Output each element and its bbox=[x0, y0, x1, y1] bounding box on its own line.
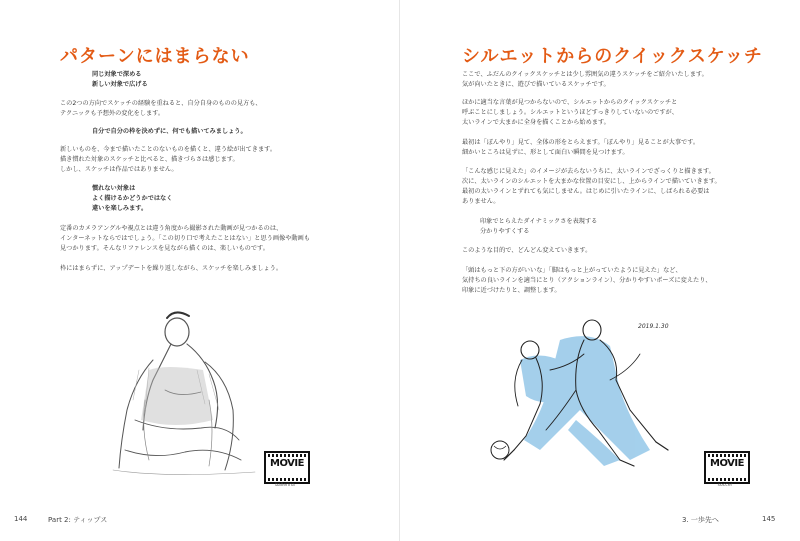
paragraph-line: インターネットならではでしょう。「この切り口で考えたことはない」と思う画像や動画も bbox=[60, 235, 310, 242]
right-page-title: シルエットからのクイックスケッチ bbox=[462, 46, 763, 67]
page-number: 145 bbox=[762, 515, 776, 523]
emphasis-line: 慣れない対象は bbox=[92, 185, 136, 192]
soccer-sketch bbox=[480, 310, 700, 475]
emphasis-line: 自分で自分の枠を決めずに、何でも描いてみましょう。 bbox=[92, 128, 247, 135]
paragraph-line: 枠にはまらずに、アップデートを繰り返しながら、スケッチを楽しみましょう。 bbox=[60, 265, 283, 272]
quote-line: 印象でとらえたダイナミックさを表現する bbox=[480, 218, 598, 225]
film-strip bbox=[268, 454, 306, 457]
paragraph-line: 太いラインで大まかに全身を描くことから始めます。 bbox=[462, 119, 610, 126]
paragraph-line: 見つかります。そんなリファレンスを見ながら描くのは、楽しいものです。 bbox=[60, 245, 269, 252]
movie-label: MOVIE bbox=[270, 458, 304, 469]
paragraph-line: ここで、ふだんのクイックスケッチとは少し雰囲気の違うスケッチをご紹介いたします。 bbox=[462, 71, 708, 78]
film-strip bbox=[268, 478, 306, 481]
paragraph-line: 気が向いたときに、遊びで描いているスケッチです。 bbox=[462, 81, 610, 88]
ballerina-sketch bbox=[105, 300, 275, 480]
film-strip bbox=[708, 454, 746, 457]
movie-caption: soccer bbox=[717, 483, 733, 488]
sketch-signature: 2019.1.30 bbox=[638, 323, 669, 330]
paragraph-line: 定番のカメラアングルや視点とは違う角度から撮影された動画が見つかるのは、 bbox=[60, 225, 283, 232]
right-page bbox=[400, 0, 800, 541]
emphasis-line: 違いを楽しみます。 bbox=[92, 205, 148, 212]
paragraph-line: 「こんな感じに見えた」のイメージが去らないうちに、太いラインでざっくりと描きます。 bbox=[462, 168, 715, 175]
section-label: Part 2: ティップス bbox=[48, 516, 108, 524]
movie-label: MOVIE bbox=[710, 458, 744, 469]
paragraph-line: ほかに適当な言葉が見つからないので、シルエットからのクイックスケッチと bbox=[462, 99, 678, 106]
paragraph-line: 呼ぶことにしましょう。シルエットというほどすっきりしていないのですが、 bbox=[462, 109, 678, 116]
paragraph-line: 気持ちの良いラインを適当にとり（アクションライン）、分かりやすいポーズに変えたり、 bbox=[462, 277, 712, 284]
paragraph-line: 細かいところは見ずに、形として面白い瞬間を見つけます。 bbox=[462, 149, 629, 156]
paragraph-line: 「頭はもっと下の方がいいな」「脚はもっと上がっていたように見えた」など、 bbox=[462, 267, 682, 274]
intro-line: 同じ対象で深める bbox=[92, 71, 142, 78]
movie-caption: ballerina bbox=[275, 483, 295, 488]
paragraph-line: 印象に近づけたりと、調整します。 bbox=[462, 287, 561, 294]
intro-line: 新しい対象で広げる bbox=[92, 81, 148, 88]
emphasis-line: よく描けるかどうかではなく bbox=[92, 195, 173, 202]
left-page-title: パターンにはまらない bbox=[60, 46, 250, 67]
paragraph-line: 次に、太いラインのシルエットを大まかな位置の目安にし、上からラインで描いていきます。 bbox=[462, 178, 721, 185]
paragraph-line: 最初は「ぼんやり」見て、全体の形をとらえます。「ぼんやり」見ることが大事です。 bbox=[462, 139, 700, 146]
paragraph-line: 新しいものを、今まで描いたことのないものを描くと、違う絵が出てきます。 bbox=[60, 146, 277, 153]
quote-line: 分かりやすくする bbox=[480, 228, 530, 235]
film-strip bbox=[708, 478, 746, 481]
movie-badge[interactable] bbox=[264, 451, 310, 484]
paragraph-line: しかし、スケッチは作品ではありません。 bbox=[60, 166, 178, 173]
movie-badge[interactable] bbox=[704, 451, 750, 484]
paragraph-line: ありません。 bbox=[462, 198, 500, 205]
page-number: 144 bbox=[14, 515, 28, 523]
paragraph-line: テクニックも予想外の変化をします。 bbox=[60, 110, 165, 117]
paragraph-line: 最初の太いラインとずれても気にしません。はじめに引いたラインに、しばられる必要は bbox=[462, 188, 710, 195]
paragraph-line: 描き慣れた対象のスケッチと比べると、描きづらさは感じます。 bbox=[60, 156, 239, 163]
paragraph-line: このような目的で、どんどん変えていきます。 bbox=[462, 247, 592, 254]
ball-icon bbox=[491, 441, 509, 459]
paragraph-line: この2つの方向でスケッチの経験を重ねると、自分自身のものの見方も、 bbox=[60, 100, 262, 107]
section-label: 3. 一歩先へ bbox=[682, 516, 719, 524]
